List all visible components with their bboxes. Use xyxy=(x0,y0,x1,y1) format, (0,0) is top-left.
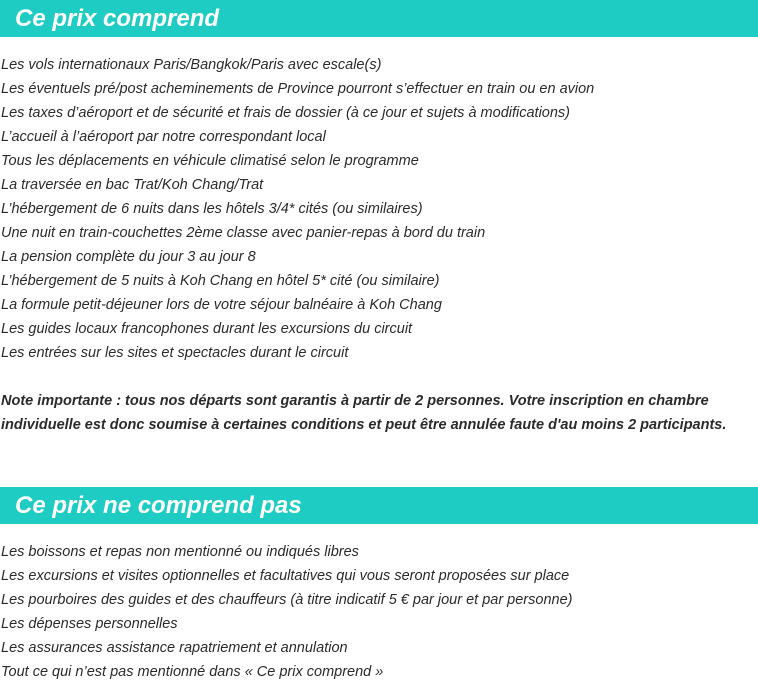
important-note: Note importante : tous nos départs sont garantis à partir de 2 personnes. Votre inscription en chambre individuelle est donc soumise à certaines conditions et peut être annulée faute d'au moins 2 participants. xyxy=(1,393,727,433)
included-item: Les éventuels pré/post acheminements de Province pourront s’effectuer en train ou en avion xyxy=(1,81,595,97)
excluded-item: Les boissons et repas non mentionné ou indiqués libres xyxy=(1,544,359,560)
included-item: Tous les déplacements en véhicule climatisé selon le programme xyxy=(1,153,419,169)
included-item: L’hébergement de 5 nuits à Koh Chang en hôtel 5* cité (ou similaire) xyxy=(1,273,440,289)
excluded-section-title: Ce prix ne comprend pas xyxy=(0,487,758,524)
excluded-item: Les dépenses personnelles xyxy=(1,616,178,632)
excluded-item: Tout ce qui n’est pas mentionné dans « Ce prix comprend » xyxy=(1,664,384,680)
included-item: Les guides locaux francophones durant les excursions du circuit xyxy=(1,321,413,337)
included-item: La traversée en bac Trat/Koh Chang/Trat xyxy=(1,177,264,193)
excluded-item: Les excursions et visites optionnelles et facultatives qui vous seront proposées sur place xyxy=(1,568,570,584)
included-item: Les entrées sur les sites et spectacles durant le circuit xyxy=(1,345,349,361)
included-items-list xyxy=(0,53,758,365)
excluded-items-list xyxy=(0,540,758,684)
included-item: La formule petit-déjeuner lors de votre séjour balnéaire à Koh Chang xyxy=(1,297,442,313)
included-item: L’accueil à l’aéroport par notre correspondant local xyxy=(1,129,326,145)
included-item: Une nuit en train-couchettes 2ème classe avec panier-repas à bord du train xyxy=(1,225,486,241)
included-section-title: Ce prix comprend xyxy=(0,0,758,37)
included-item: La pension complète du jour 3 au jour 8 xyxy=(1,249,256,265)
excluded-item: Les assurances assistance rapatriement et annulation xyxy=(1,640,348,656)
included-item: Les taxes d’aéroport et de sécurité et frais de dossier (à ce jour et sujets à modifications) xyxy=(1,105,571,121)
included-item: Les vols internationaux Paris/Bangkok/Paris avec escale(s) xyxy=(1,57,382,73)
excluded-item: Les pourboires des guides et des chauffeurs (à titre indicatif 5 € par jour et par personne) xyxy=(1,592,573,608)
included-item: L’hébergement de 6 nuits dans les hôtels 3/4* cités (ou similaires) xyxy=(1,201,423,217)
